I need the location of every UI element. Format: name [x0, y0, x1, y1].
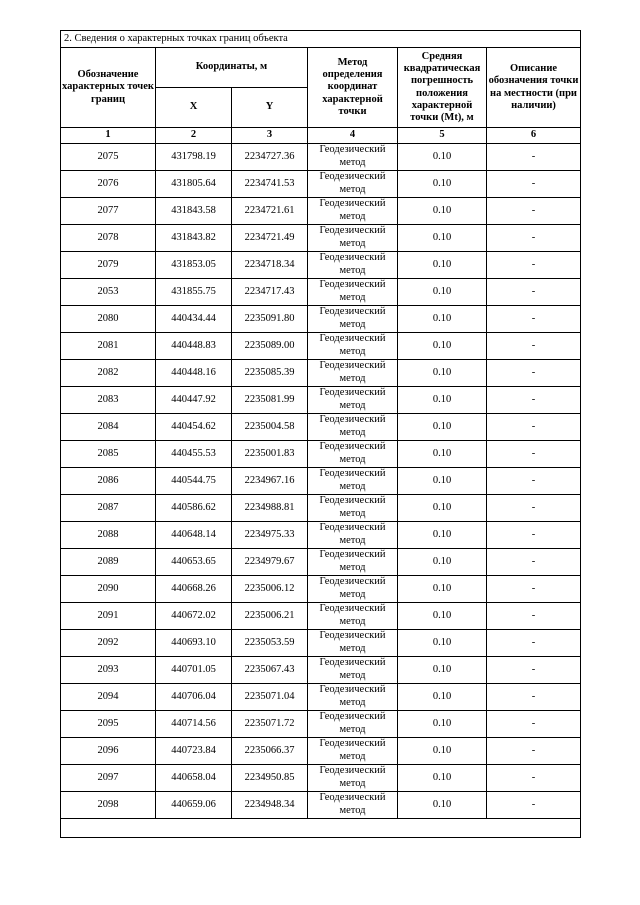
coord-x-cell: 431805.64 — [156, 171, 232, 198]
description-cell: - — [487, 225, 581, 252]
coord-y-cell: 2234721.61 — [232, 198, 308, 225]
coord-x-cell: 440672.02 — [156, 603, 232, 630]
coord-x-cell: 440648.14 — [156, 522, 232, 549]
coord-y-cell: 2234950.85 — [232, 765, 308, 792]
description-cell: - — [487, 144, 581, 171]
table-row — [61, 441, 581, 468]
description-cell: - — [487, 522, 581, 549]
table-row — [61, 549, 581, 576]
error-cell: 0.10 — [398, 684, 487, 711]
method-cell: Геодезический метод — [308, 414, 398, 441]
table-row — [61, 603, 581, 630]
coord-y-cell: 2234979.67 — [232, 549, 308, 576]
coord-y-cell: 2234948.34 — [232, 792, 308, 819]
point-number-cell: 2077 — [61, 198, 156, 225]
error-cell: 0.10 — [398, 333, 487, 360]
method-cell: Геодезический метод — [308, 522, 398, 549]
point-number-cell: 2087 — [61, 495, 156, 522]
table-row — [61, 414, 581, 441]
coord-x-cell: 431853.05 — [156, 252, 232, 279]
header-y: Y — [232, 88, 308, 128]
table-row — [61, 738, 581, 765]
point-number-cell: 2092 — [61, 630, 156, 657]
coord-x-cell: 440653.65 — [156, 549, 232, 576]
description-cell: - — [487, 711, 581, 738]
method-cell: Геодезический метод — [308, 495, 398, 522]
point-number-cell: 2075 — [61, 144, 156, 171]
column-number: 1 — [61, 128, 156, 144]
error-cell: 0.10 — [398, 414, 487, 441]
coord-x-cell: 440701.05 — [156, 657, 232, 684]
coord-x-cell: 440714.56 — [156, 711, 232, 738]
method-cell: Геодезический метод — [308, 198, 398, 225]
error-cell: 0.10 — [398, 468, 487, 495]
error-cell: 0.10 — [398, 792, 487, 819]
coord-x-cell: 440706.04 — [156, 684, 232, 711]
table-row — [61, 144, 581, 171]
column-number: 4 — [308, 128, 398, 144]
table-row — [61, 684, 581, 711]
point-number-cell: 2076 — [61, 171, 156, 198]
coord-x-cell: 440586.62 — [156, 495, 232, 522]
column-number: 3 — [232, 128, 308, 144]
coord-x-cell: 440447.92 — [156, 387, 232, 414]
point-number-cell: 2097 — [61, 765, 156, 792]
point-number-cell: 2096 — [61, 738, 156, 765]
coord-y-cell: 2234718.34 — [232, 252, 308, 279]
description-cell: - — [487, 333, 581, 360]
table-row — [61, 198, 581, 225]
description-cell: - — [487, 603, 581, 630]
error-cell: 0.10 — [398, 279, 487, 306]
table-row — [61, 711, 581, 738]
error-cell: 0.10 — [398, 306, 487, 333]
coord-x-cell: 431855.75 — [156, 279, 232, 306]
description-cell: - — [487, 441, 581, 468]
point-number-cell: 2084 — [61, 414, 156, 441]
table-row — [61, 279, 581, 306]
description-cell: - — [487, 765, 581, 792]
error-cell: 0.10 — [398, 738, 487, 765]
point-number-cell: 2090 — [61, 576, 156, 603]
coord-x-cell: 440544.75 — [156, 468, 232, 495]
method-cell: Геодезический метод — [308, 144, 398, 171]
coord-y-cell: 2234717.43 — [232, 279, 308, 306]
method-cell: Геодезический метод — [308, 792, 398, 819]
coord-y-cell: 2235053.59 — [232, 630, 308, 657]
coord-x-cell: 440659.06 — [156, 792, 232, 819]
column-number: 6 — [487, 128, 581, 144]
table-row — [61, 387, 581, 414]
error-cell: 0.10 — [398, 441, 487, 468]
coord-x-cell: 431843.58 — [156, 198, 232, 225]
method-cell: Геодезический метод — [308, 765, 398, 792]
description-cell: - — [487, 414, 581, 441]
point-number-cell: 2098 — [61, 792, 156, 819]
coord-y-cell: 2234741.53 — [232, 171, 308, 198]
point-number-cell: 2091 — [61, 603, 156, 630]
column-number: 2 — [156, 128, 232, 144]
point-number-cell: 2088 — [61, 522, 156, 549]
empty-row — [61, 819, 581, 838]
point-number-cell: 2093 — [61, 657, 156, 684]
error-cell: 0.10 — [398, 603, 487, 630]
method-cell: Геодезический метод — [308, 360, 398, 387]
error-cell: 0.10 — [398, 171, 487, 198]
description-cell: - — [487, 171, 581, 198]
table-row — [61, 468, 581, 495]
coord-y-cell: 2234988.81 — [232, 495, 308, 522]
error-cell: 0.10 — [398, 495, 487, 522]
error-cell: 0.10 — [398, 576, 487, 603]
method-cell: Геодезический метод — [308, 252, 398, 279]
point-number-cell: 2085 — [61, 441, 156, 468]
table-row — [61, 225, 581, 252]
method-cell: Геодезический метод — [308, 468, 398, 495]
description-cell: - — [487, 252, 581, 279]
description-cell: - — [487, 360, 581, 387]
header-coordinates: Координаты, м — [156, 48, 308, 88]
coord-x-cell: 431843.82 — [156, 225, 232, 252]
error-cell: 0.10 — [398, 657, 487, 684]
error-cell: 0.10 — [398, 765, 487, 792]
table-row — [61, 360, 581, 387]
table-row — [61, 765, 581, 792]
method-cell: Геодезический метод — [308, 657, 398, 684]
description-cell: - — [487, 468, 581, 495]
coord-y-cell: 2235089.00 — [232, 333, 308, 360]
error-cell: 0.10 — [398, 198, 487, 225]
coord-y-cell: 2235067.43 — [232, 657, 308, 684]
coord-y-cell: 2235071.72 — [232, 711, 308, 738]
description-cell: - — [487, 792, 581, 819]
coord-x-cell: 440693.10 — [156, 630, 232, 657]
description-cell: - — [487, 576, 581, 603]
table-row — [61, 657, 581, 684]
coord-x-cell: 431798.19 — [156, 144, 232, 171]
boundary-points-table — [60, 30, 581, 838]
table-row — [61, 522, 581, 549]
point-number-cell: 2081 — [61, 333, 156, 360]
point-number-cell: 2082 — [61, 360, 156, 387]
point-number-cell: 2086 — [61, 468, 156, 495]
error-cell: 0.10 — [398, 144, 487, 171]
method-cell: Геодезический метод — [308, 603, 398, 630]
description-cell: - — [487, 738, 581, 765]
coord-x-cell: 440454.62 — [156, 414, 232, 441]
description-cell: - — [487, 657, 581, 684]
table-body — [61, 144, 581, 838]
error-cell: 0.10 — [398, 387, 487, 414]
table-row — [61, 333, 581, 360]
error-cell: 0.10 — [398, 252, 487, 279]
coord-x-cell: 440434.44 — [156, 306, 232, 333]
coord-y-cell: 2235006.21 — [232, 603, 308, 630]
description-cell: - — [487, 684, 581, 711]
method-cell: Геодезический метод — [308, 711, 398, 738]
coord-x-cell: 440668.26 — [156, 576, 232, 603]
method-cell: Геодезический метод — [308, 279, 398, 306]
method-cell: Геодезический метод — [308, 441, 398, 468]
coord-x-cell: 440448.16 — [156, 360, 232, 387]
header-designation: Обозначение характерных точек границ — [61, 48, 156, 128]
error-cell: 0.10 — [398, 360, 487, 387]
point-number-cell: 2094 — [61, 684, 156, 711]
coord-y-cell: 2235066.37 — [232, 738, 308, 765]
header-x: X — [156, 88, 232, 128]
error-cell: 0.10 — [398, 522, 487, 549]
coord-y-cell: 2234721.49 — [232, 225, 308, 252]
method-cell: Геодезический метод — [308, 387, 398, 414]
point-number-cell: 2095 — [61, 711, 156, 738]
point-number-cell: 2080 — [61, 306, 156, 333]
method-cell: Геодезический метод — [308, 576, 398, 603]
method-cell: Геодезический метод — [308, 171, 398, 198]
description-cell: - — [487, 495, 581, 522]
column-numbers-row — [61, 128, 581, 144]
coord-y-cell: 2234727.36 — [232, 144, 308, 171]
header-method: Метод определения координат характерной точки — [308, 48, 398, 128]
method-cell: Геодезический метод — [308, 225, 398, 252]
coord-x-cell: 440448.83 — [156, 333, 232, 360]
table-row — [61, 576, 581, 603]
header-description: Описание обозначения точки на местности (при наличии) — [487, 48, 581, 128]
coord-y-cell: 2235091.80 — [232, 306, 308, 333]
table-row — [61, 306, 581, 333]
description-cell: - — [487, 630, 581, 657]
coord-y-cell: 2235081.99 — [232, 387, 308, 414]
error-cell: 0.10 — [398, 630, 487, 657]
method-cell: Геодезический метод — [308, 684, 398, 711]
section-title: 2. Сведения о характерных точках границ объекта — [61, 31, 581, 48]
method-cell: Геодезический метод — [308, 630, 398, 657]
header-error: Средняя квадратическая погрешность положения характерной точки (Mt), м — [398, 48, 487, 128]
point-number-cell: 2053 — [61, 279, 156, 306]
point-number-cell: 2089 — [61, 549, 156, 576]
description-cell: - — [487, 198, 581, 225]
coord-y-cell: 2235004.58 — [232, 414, 308, 441]
table-row — [61, 171, 581, 198]
description-cell: - — [487, 279, 581, 306]
method-cell: Геодезический метод — [308, 738, 398, 765]
coord-y-cell: 2234967.16 — [232, 468, 308, 495]
point-number-cell: 2083 — [61, 387, 156, 414]
table-row — [61, 630, 581, 657]
error-cell: 0.10 — [398, 225, 487, 252]
method-cell: Геодезический метод — [308, 333, 398, 360]
coord-x-cell: 440455.53 — [156, 441, 232, 468]
coord-x-cell: 440658.04 — [156, 765, 232, 792]
coord-y-cell: 2235085.39 — [232, 360, 308, 387]
error-cell: 0.10 — [398, 549, 487, 576]
method-cell: Геодезический метод — [308, 549, 398, 576]
description-cell: - — [487, 387, 581, 414]
table-row — [61, 252, 581, 279]
error-cell: 0.10 — [398, 711, 487, 738]
coord-y-cell: 2235006.12 — [232, 576, 308, 603]
coord-y-cell: 2235071.04 — [232, 684, 308, 711]
coord-y-cell: 2235001.83 — [232, 441, 308, 468]
column-number: 5 — [398, 128, 487, 144]
coord-x-cell: 440723.84 — [156, 738, 232, 765]
table-row — [61, 495, 581, 522]
point-number-cell: 2079 — [61, 252, 156, 279]
table-row — [61, 792, 581, 819]
coord-y-cell: 2234975.33 — [232, 522, 308, 549]
method-cell: Геодезический метод — [308, 306, 398, 333]
point-number-cell: 2078 — [61, 225, 156, 252]
description-cell: - — [487, 549, 581, 576]
description-cell: - — [487, 306, 581, 333]
